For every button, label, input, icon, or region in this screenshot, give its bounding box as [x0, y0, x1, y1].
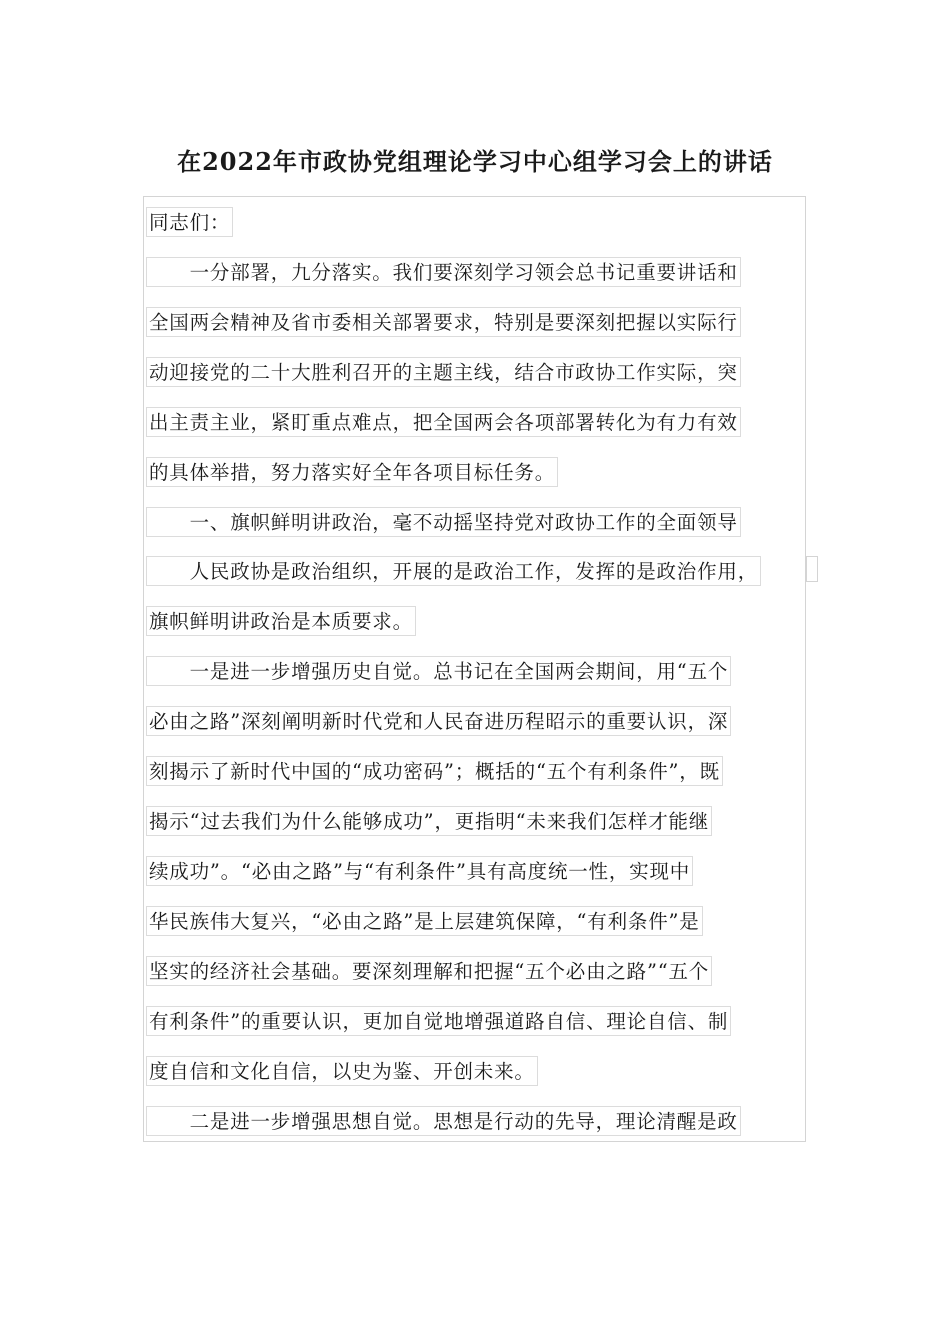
text-line: 必由之路”深刻阐明新时代党和人民奋进历程昭示的重要认识，深 [146, 706, 731, 736]
section-heading: 一、旗帜鲜明讲政治，毫不动摇坚持党对政协工作的全面领导 [146, 507, 741, 537]
text-line: 的具体举措，努力落实好全年各项目标任务。 [146, 457, 558, 487]
text-line: 全国两会精神及省市委相关部署要求，特别是要深刻把握以实际行 [146, 307, 741, 337]
text-line: 度自信和文化自信，以史为鉴、开创未来。 [146, 1056, 538, 1086]
text-line: 二是进一步增强思想自觉。思想是行动的先导，理论清醒是政 [146, 1106, 741, 1136]
margin-marker [806, 556, 818, 582]
text-line: 坚实的经济社会基础。要深刻理解和把握“五个必由之路”“五个 [146, 956, 712, 986]
text-line: 出主责主业，紧盯重点难点，把全国两会各项部署转化为有力有效 [146, 407, 741, 437]
text-line: 刻揭示了新时代中国的“成功密码”；概括的“五个有利条件”，既 [146, 756, 723, 786]
text-line: 一分部署，九分落实。我们要深刻学习领会总书记重要讲话和 [146, 257, 741, 287]
text-line: 动迎接党的二十大胜利召开的主题主线，结合市政协工作实际，突 [146, 357, 741, 387]
text-line: 同志们： [146, 207, 233, 237]
text-line: 有利条件”的重要认识，更加自觉地增强道路自信、理论自信、制 [146, 1006, 731, 1036]
text-line: 揭示“过去我们为什么能够成功”，更指明“未来我们怎样才能继 [146, 806, 712, 836]
text-line: 一是进一步增强历史自觉。总书记在全国两会期间，用“五个 [146, 656, 731, 686]
text-line: 华民族伟大复兴，“必由之路”是上层建筑保障，“有利条件”是 [146, 906, 703, 936]
text-line: 人民政协是政治组织，开展的是政治工作，发挥的是政治作用， [146, 556, 761, 586]
text-line: 续成功”。“必由之路”与“有利条件”具有高度统一性，实现中 [146, 856, 693, 886]
document-title: 在2022年市政协党组理论学习中心组学习会上的讲话 [177, 147, 773, 176]
text-line: 旗帜鲜明讲政治是本质要求。 [146, 606, 416, 636]
